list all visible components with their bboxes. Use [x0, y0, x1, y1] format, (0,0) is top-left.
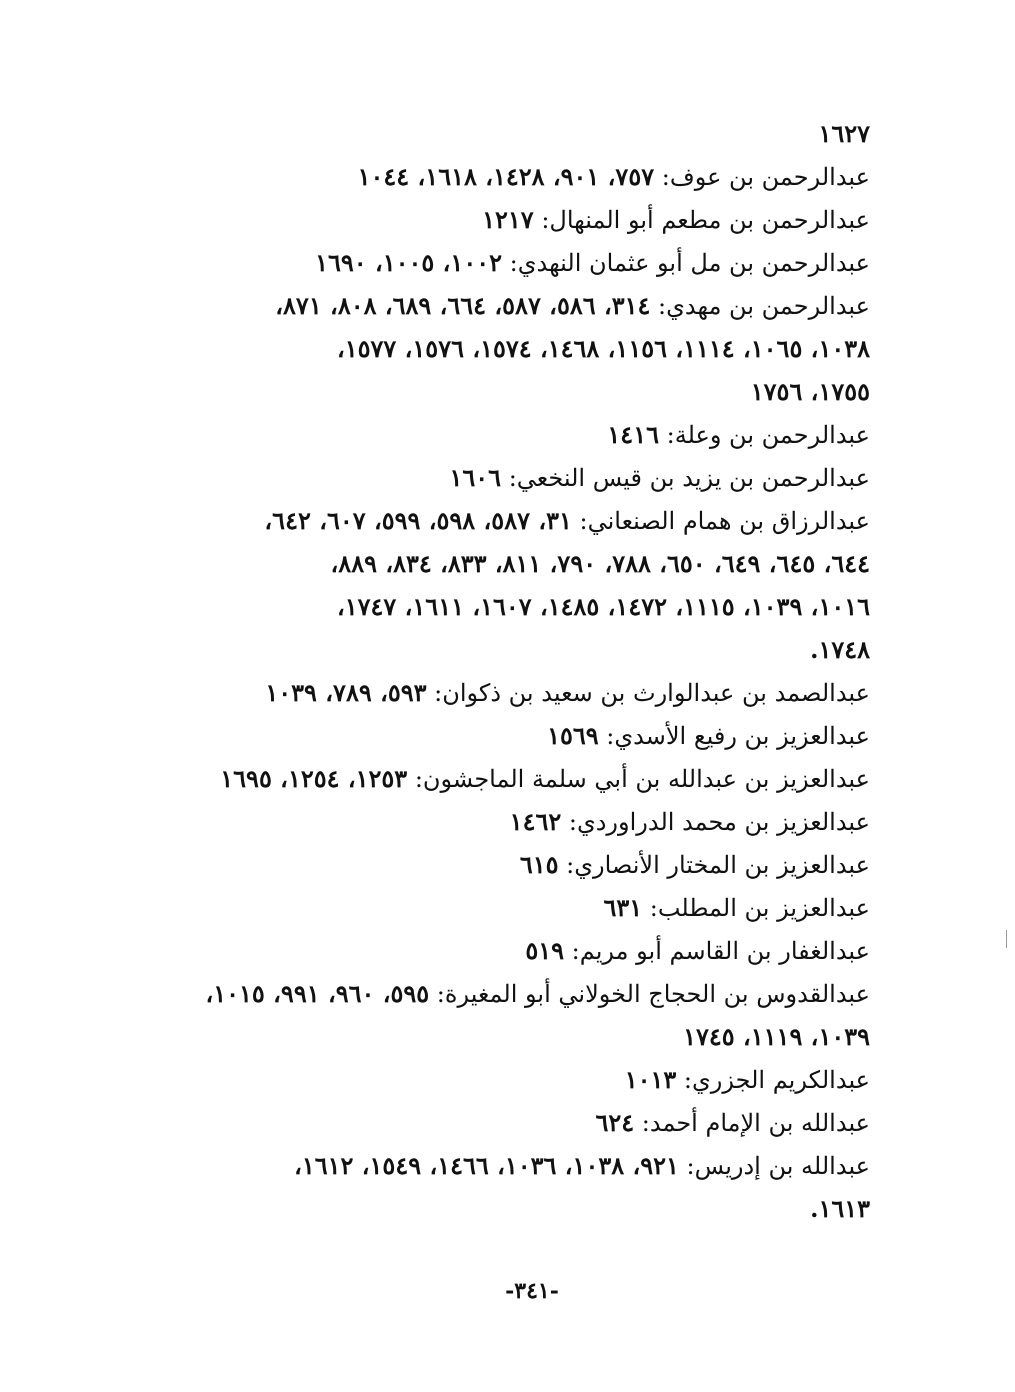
- entry-page-numbers: ٥٩٥، ٩٦٠، ٩٩١، ١٠١٥،: [205, 979, 430, 1008]
- index-entry: [165, 499, 870, 542]
- index-entry: [165, 929, 870, 972]
- entry-name: عبدالصمد بن عبدالوارث بن سعيد بن ذكوان:: [434, 679, 870, 707]
- entry-page-numbers: ١٠٠٢، ١٠٠٥، ١٦٩٠: [315, 248, 502, 277]
- index-entries: [165, 112, 870, 1230]
- index-entry: [165, 800, 870, 843]
- entry-name: عبدالرزاق بن همام الصنعاني:: [579, 507, 870, 535]
- entry-page-numbers: ١٠١٦، ١٠٣٩، ١١١٥، ١٤٧٢، ١٤٨٥، ١٦٠٧، ١٦١١، ١٧٤٧،: [336, 592, 870, 621]
- index-entry: [165, 198, 870, 241]
- entry-page-numbers: ١٦١٣.: [810, 1194, 870, 1223]
- index-entry: [165, 456, 870, 499]
- index-continuation: [165, 628, 870, 671]
- entry-page-numbers: ٥٩٣، ٧٨٩، ١٠٣٩: [265, 678, 427, 707]
- index-entry: [165, 155, 870, 198]
- page-number: -٣٤١-: [505, 1278, 559, 1304]
- entry-page-numbers: ١٦٢٧: [818, 119, 870, 148]
- entry-name: عبدالعزيز بن محمد الدراوردي:: [568, 808, 870, 836]
- entry-name: عبدالعزيز بن رفيع الأسدي:: [606, 722, 870, 750]
- entry-name: عبدالقدوس بن الحجاج الخولاني أبو المغيرة:: [436, 980, 870, 1008]
- entry-page-numbers: ١٠٣٩، ١١١٩، ١٧٤٥: [683, 1022, 870, 1051]
- index-entry: [165, 241, 870, 284]
- entry-name: عبدالله بن الإمام أحمد:: [641, 1109, 870, 1137]
- entry-page-numbers: ١٠٣٨، ١٠٦٥، ١١١٤، ١١٥٦، ١٤٦٨، ١٥٧٤، ١٥٧٦، ١٥٧٧،: [336, 334, 870, 363]
- entry-name: عبدالرحمن بن يزيد بن قيس النخعي:: [508, 464, 870, 492]
- index-entry: [165, 1058, 870, 1101]
- scan-artifact: [1006, 930, 1007, 948]
- index-entry: [165, 757, 870, 800]
- index-entry: [165, 886, 870, 929]
- entry-page-numbers: ١٧٤٨.: [810, 635, 870, 664]
- entry-page-numbers: ١٥٦٩: [547, 721, 599, 750]
- entry-page-numbers: ١٤٦٢: [509, 807, 562, 836]
- entry-page-numbers: ١٦٠٦: [449, 463, 502, 492]
- entry-name: عبدالعزيز بن عبدالله بن أبي سلمة الماجشون:: [414, 765, 870, 793]
- entry-name: عبدالرحمن بن عوف:: [661, 163, 870, 191]
- index-entry: [165, 714, 870, 757]
- entry-name: عبدالعزيز بن المطلب:: [649, 894, 870, 922]
- index-continuation: [165, 112, 870, 155]
- entry-name: عبدالعزيز بن المختار الأنصاري:: [566, 851, 870, 879]
- index-entry: [165, 972, 870, 1015]
- index-entry: [165, 1144, 870, 1187]
- entry-page-numbers: ٦٢٤: [595, 1108, 635, 1137]
- entry-page-numbers: ٧٥٧، ٩٠١، ١٤٢٨، ١٦١٨، ١٠٤٤: [357, 162, 655, 191]
- index-entry: [165, 671, 870, 714]
- index-continuation: [165, 542, 870, 585]
- entry-page-numbers: ١٧٥٥، ١٧٥٦: [750, 377, 870, 406]
- index-continuation: [165, 1015, 870, 1058]
- entry-page-numbers: ٦٣١: [603, 893, 643, 922]
- entry-name: عبدالرحمن بن وعلة:: [666, 421, 870, 449]
- index-entry: [165, 843, 870, 886]
- entry-page-numbers: ١٠١٣: [624, 1065, 677, 1094]
- entry-name: عبدالرحمن بن مل أبو عثمان النهدي:: [509, 249, 870, 277]
- entry-page-numbers: ١٤١٦: [607, 420, 659, 449]
- entry-page-numbers: ٥١٩: [525, 936, 565, 965]
- entry-page-numbers: ٦٤٤، ٦٤٥، ٦٤٩، ٦٥٠، ٧٨٨، ٧٩٠، ٨١١، ٨٣٣، ٨٣٤، ٨٨٩،: [330, 549, 870, 578]
- entry-page-numbers: ١٢٥٣، ١٢٥٤، ١٦٩٥: [220, 764, 408, 793]
- entry-name: عبدالغفار بن القاسم أبو مريم:: [571, 937, 870, 965]
- index-entry: [165, 1101, 870, 1144]
- entry-name: عبدالرحمن بن مطعم أبو المنهال:: [541, 206, 870, 234]
- index-entry: [165, 413, 870, 456]
- index-continuation: [165, 585, 870, 628]
- entry-page-numbers: ٣١، ٥٨٧، ٥٩٨، ٥٩٩، ٦٠٧، ٦٤٢،: [264, 506, 572, 535]
- index-continuation: [165, 370, 870, 413]
- entry-name: عبدالرحمن بن مهدي:: [658, 292, 870, 320]
- entry-name: عبدالكريم الجزري:: [683, 1066, 870, 1094]
- entry-page-numbers: ٩٢١، ١٠٣٨، ١٠٣٦، ١٤٦٦، ١٥٤٩، ١٦١٢،: [294, 1151, 679, 1180]
- entry-name: عبدالله بن إدريس:: [686, 1152, 870, 1180]
- entry-page-numbers: ٦١٥: [519, 850, 559, 879]
- entry-page-numbers: ١٢١٧: [482, 205, 534, 234]
- index-entry: [165, 284, 870, 327]
- index-continuation: [165, 327, 870, 370]
- index-continuation: [165, 1187, 870, 1230]
- entry-page-numbers: ٣١٤، ٥٨٦، ٥٨٧، ٦٦٤، ٦٨٩، ٨٠٨، ٨٧١،: [275, 291, 651, 320]
